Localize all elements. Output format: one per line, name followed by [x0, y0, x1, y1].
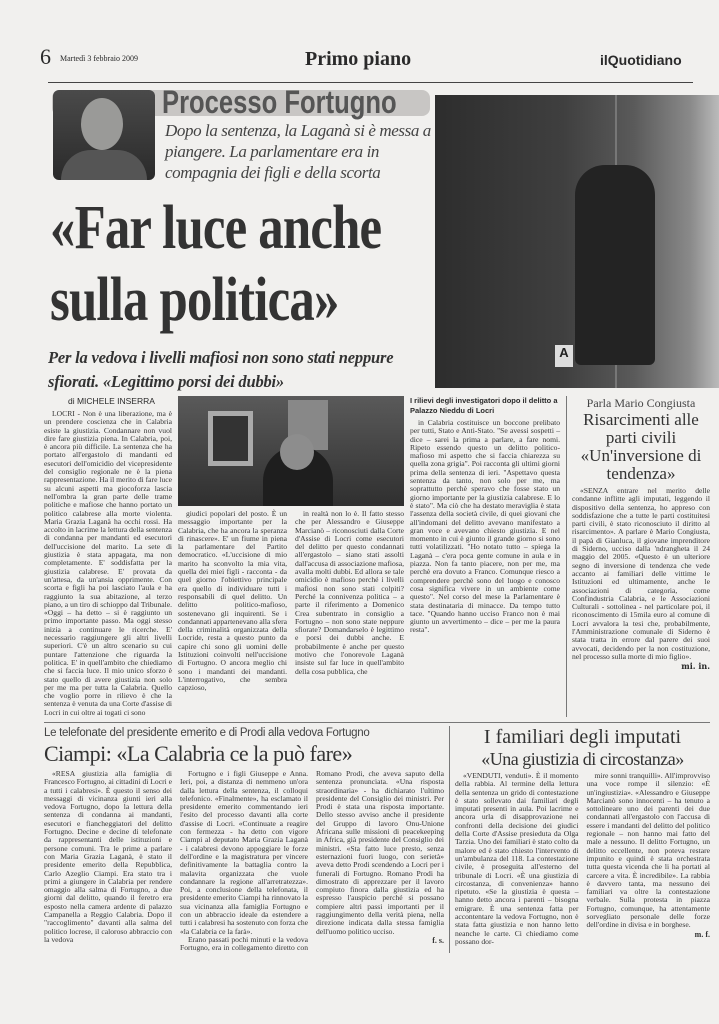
portrait-photo [53, 90, 155, 180]
signoff: mi. in. [681, 661, 710, 672]
article-column [44, 396, 172, 717]
signoff: m. f. [694, 929, 710, 939]
article-column-group [178, 396, 404, 693]
column-text: «VENDUTI, venduti». È il momento della rabbia. Al termine della lettura della sentenza un grido di contestazione è stato sollevato dai familiari degli imputati presenti in aula. Poi lacrime e ancora urla di disapprovazione nei confronti della decisione dei giudici della Corte d'Assise presieduta da Olga Tarzia. Uno dei familiari è stato colto da malore ed è stato chiesto l'intervento di un'ambulanza del 118. La contestazione civile, è proseguita all'esterno del tribunale di Locri. «È una giustizia di circostanza, di convenienza» hanno ripetuto. «Se la giustizia è questa – hanno detto ancora i parenti – bisogna emigrare. È una sentenza fatta per accontentare la vedova Fortugno, non è stata fatta giustizia e non hanno letto neanche le carte. Ci chiediamo come possano dor- [455, 770, 579, 946]
sidebar-kicker: Parla Mario Congiusta [586, 396, 696, 410]
column-text: in Calabria costituisce un boccone prelibato per tutti, Stato e Anti-Stato. "Se avessi sospetti – dice – sarei la prima a parlare, a fare nomi. Ripeto essendo questo un delitto politico-mafioso mi aspetto che si faccia chiarezza su quella zona grigia". Poi racconta gli ultimi giorni prima della sentenza di ieri. "Aspettavo questa sentenza da tanto, non solo per me, ma soprattutto perchè speravo che fosse stato un giorno importante per la giustizia calabrese. E lo è stato". Ma ciò che ha destato meraviglia è stata l'assenza della società civile, di quei giovani che all'indomani del delitto avevano manifestato a gran voce e avevano chiesto giustizia. E nel momento in cui è giunto il grande giorno si sono tutti volatilizzati. "Ho notato tutto – spiega la Laganà – c'era poca gente comune in aula e in piazza. Non fa tanto piacere, non per me, ma perchè era dovuto a Franco. Comunque riesco a comprendere perchè sono del luogo e conosco cosa significa vivere in un ambiente come questo". Nel corso del mese la Parlamentare è stata destinataria di minacce. Da tempo tutto tace. "Quando hanno ucciso Franco non è mai giunto un avvertimento – dice – per me la paura resta". [410, 418, 560, 635]
ciampi-kicker: Le telefonate del presidente emerito e di Prodi alla vedova Fortugno [44, 726, 370, 739]
column-divider [449, 726, 450, 953]
sidebar [566, 396, 710, 717]
signoff: f. s. [432, 935, 444, 945]
column-text: mire sonni tranquilli». All'improvviso una voce rompe il silenzio: «È un'ingiustizia». «Alessandro e Giuseppe Marcianò sono innocenti – ha tenuto a sottolineare uno dei parenti dei due condannati all'ergastolo con l'accusa di essere i mandanti del delitto del politico regionale – non hanno mai fatto del male a nessuno. Il delitto Fortugno, un delitto eccellente, non poteva restare impunito e quindi è stata orchestrata tutta questa vicenda che li ha portati al carcere a vita. È incredibile». La rabbia è davvero tanta, ma nessuno dei familiari va oltre la contestazione verbale. Sulla protesta in piazza Fortugno, comunque, ha attentamente sorvegliato personale delle forze dell'ordine in divisa e in borghese. [586, 770, 710, 930]
byline: di MICHELE INSERRA [68, 396, 155, 406]
column-text: in realtà non lo è. Il fatto stesso che per Alessandro e Giuseppe Marcianò – riconosciuti dalla Corte d'Assise di Locri come esecutori del delitto per questo condannati all'ergastolo – siano stati assolti dall'accusa di associazione mafiosa, avalla molti dubbi. Ed allora se tale omicidio è mafioso perché i livelli mafiosi non sono stati colpiti? Perché la connivenza politica – a parte il riferimento a Domenico Crea subentrato in consiglio a Fortugno – non sono state neppure sfiorate? Domandarselo è legittimo e porsi dei dubbi anche. E probabilmente è anche per questo motivo che l'onorevole Laganà insiste sul far luce in quell'ambito della cosa pubblica, che [295, 509, 404, 676]
headline [50, 192, 381, 336]
evidence-marker: A [555, 345, 573, 367]
newspaper-logo: ilQuotidiano [600, 52, 682, 68]
familiari-article [455, 726, 710, 953]
widow-photo [178, 396, 404, 506]
headline-line: «Far luce anche [50, 194, 382, 262]
bottom-section [44, 722, 710, 953]
sidebar-title: Risarcimenti alle parti civili «Un'inversione di tendenza» [580, 410, 702, 483]
photo-caption: I rilievi degli investigatori dopo il delitto a Palazzo Nieddu di Locri [410, 396, 558, 415]
ciampi-article [44, 726, 444, 953]
article-column [410, 396, 560, 635]
familiari-headline: I familiari degli imputati [483, 725, 682, 748]
column-text: Fortugno e i figli Giuseppe e Anna. Ieri, poi, a distanza di nemmeno un'ora dalla lettura della sentenza, il colloqui telefonico. «Finalmente», ha esclamato il presidente emerito commentando ieri l'esito del processo davanti alla corte d'assise di Locri. «Continuate a reagire con fermezza - ha detto con vigore Ciampi al deputato Maria Grazia Laganà - i calabresi devono appoggiare le forze dell'ordine e la magistratura per vincere definitivamente la battaglia contro la malavita organizzata che vuole condannare la regione all'arretratezza». Poi, a conclusione della telefonata, il presidente emerito Ciampi ha rinnovato la sua vicinanza alla famiglia Fortugno e con un abbraccio ideale da estendere a tutti i calabresi ha sostenuto con forza che «la Calabria ce la farà». [180, 768, 308, 936]
deck: Dopo la sentenza, la Laganà si è messa a piangere. La parlamentare era in compagnia dei figli e della scorta [165, 121, 431, 182]
section-title: Primo piano [305, 48, 412, 70]
page-number: 6 [40, 44, 51, 69]
issue-date: Martedì 3 febbraio 2009 [60, 54, 138, 63]
headline-line: sulla politica» [50, 266, 339, 334]
column-text: Erano passati pochi minuti e la vedova Fortugno, era in collegamento diretto con Romano Prodi, che aveva saputo della sentenza pronunciata. «Una risposta straordinaria» - ha dichiarato l'ultimo presidente del Consiglio dei ministri. Per Prodi è stata una risposta importante. Dello stesso avviso anche il presidente del Gruppo di lavoro Onu-Unione Africana sulle missioni di peacekeeping in Africa, già presidente del Consiglio dei ministri. «Sta fatto luce presto, senza esternazioni fuori luogo, con serietà» aveva detto Prodi scendendo a Locri per i funerali di Fortugno. Romano Prodi ha dimostrato di apprezzare per il lavoro compiuto finora dalla giustizia ed ha espresso l'auspicio perché si possano compiere altri passi importanti per il raggiungimento della verità piena, nella direzione indicata dalla stessa famiglia dell'uomo politico ucciso. [180, 768, 444, 953]
column-text: LOCRI - Non è una liberazione, ma è un prendere coscienza che in Calabria esiste la giustizia. Condannare non vuol dire fare giustizia piena. In Calabria, poi, è ancora più difficile. La sentenza che ha portato all'ergastolo di mandanti ed esecutori dell'omicidio del vicepresidente del consiglio regionale ne è la piena rappresentazione. Ha il merito di fare luce su alcuni aspetti ma giocoforza lascia nell'ombra la gran parte delle trame politiche e mafiose che hanno portato un politico calabrese alla morte violenta. Maria Grazia Laganà ha occhi rossi. Ha accolto in lacrime la lettura della sentenza di condanna per mandanti ed esecutori dell'uccisione del marito. La sete di giustizia è stata appagata, ma non completamente. E' soddisfatta per la giustizia calabrese. E' provata da un'attesa, da un'ansia opprimente. Con scorta e figli ha poi lasciato l'aula e ha raggiunto la sua abitazione, al terzo piano, a un tiro di schioppo dal Tribunale. «Oggi – ha detto – si è raggiunto un primo importante passo. Ma oggi stesso inizia a continuare le ricerche. E' necessario raggiungere gli altri livelli superiori. C'è un altro scenario su cui puntare l'attenzione che riguarda la politica. E' in quell'ambito che chiediamo che si faccia luce. Il mio unico sforzo è stato quello di avere giustizia non solo per me ma per tutta la Calabria. Quello che voglio porre in rilievo è che la sentenza è venuta da una Corte d'assise di Locri in cui oltre ai togati ci sono [44, 409, 172, 717]
header-rule [48, 82, 693, 83]
familiari-subheadline: «Una giustizia di circostanza» [481, 748, 684, 769]
subheadline: Per la vedova i livelli mafiosi non sono stati neppure sfiorati. «Legittimo porsi dei dubbi» [48, 348, 394, 391]
article-body [44, 396, 710, 953]
ciampi-headline: Ciampi: «La Calabria ce la può fare» [44, 740, 353, 766]
column-text: «SENZA entrare nel merito delle condanne inflitte agli imputati, leggendo il dispositivo della sentenza, ho appreso con soddisfazione che a tutte le parti costituitesi parti civili, è stato riconosciuto il diritto al risarcimento». A parlare è Mario Congiusta, il papà di Gianluca, il giovane imprenditore di Siderno, ucciso dalla 'ndrangheta il 24 maggio del 2005. «Questo è un ulteriore segno di inversione di tendenza che vede accanto ai familiari delle vittime le Istituzioni ed ultimamente, anche le associazioni di categoria, come Confindustria Calabria, e le Associazioni Culturali - sottolinea - nel particolare poi, il riconoscimento di 15mila euro al comune di Locri avvalora la tesi che, probabilmente, l'Amministrazione comunale di Siderno è stata tratta in errore dal parere dei suoi avvocati, decidendo per la non costituzione, nel processo sulla morte di mio figlio». [572, 486, 710, 661]
column-text: giudici popolari del posto. È un messaggio importante per la Calabria, che ha ancora la speranza di rinascere». E' un fiume in piena la parlamentare del Partito democratico. «L'uccisione di mio marito ha sconvolto la mia vita, quella dei miei figli - racconta - da quel giorno l'obiettivo principale era quello di individuare tutti i responsabili di quel delitto. Un delitto politico-mafioso, sostenevano gli inquirenti. Se i condannati appartenevano alla sfera della criminalità organizzata della Locride, resta a questo punto da capire chi sono gli uomini delle Istituzioni coinvolti nell'uccisione di Fortugno. O ancora meglio chi sono i mandanti dei mandanti. L'interrogativo, che sembra capzioso, [178, 509, 287, 693]
column-text: «RESA giustizia alla famiglia di Francesco Fortugno, ai cittadini di Locri e a tutti i calabresi». È questo il senso dei messaggi di vicinanza giunti ieri alla vedova Fortugno, dopo la lettura della sentenza di condanna ai mandanti, esecutori e fiancheggiatori del delitto Fortugno. Decine e decine di telefonate da rappresentanti delle istituzioni e persone comuni. Tra le prime a parlare con Maria Grazia Laganà, è stato il presidente emerito della Repubblica, Carlo Azeglio Ciampi. Era stato tra i primi a giungere in Calabria per rendere omaggio alla salma di Fortugno, a due giorni dal delitto, quando il feretro era esposto nella camera ardente di palazzo Campanella a Reggio Calabria. Dopo il "raccoglimento" davanti alla salma del politico locrese, il caloroso abbraccio con la vedova [44, 768, 173, 944]
kicker: Processo Fortugno [162, 84, 397, 120]
crime-scene-photo [435, 95, 719, 388]
